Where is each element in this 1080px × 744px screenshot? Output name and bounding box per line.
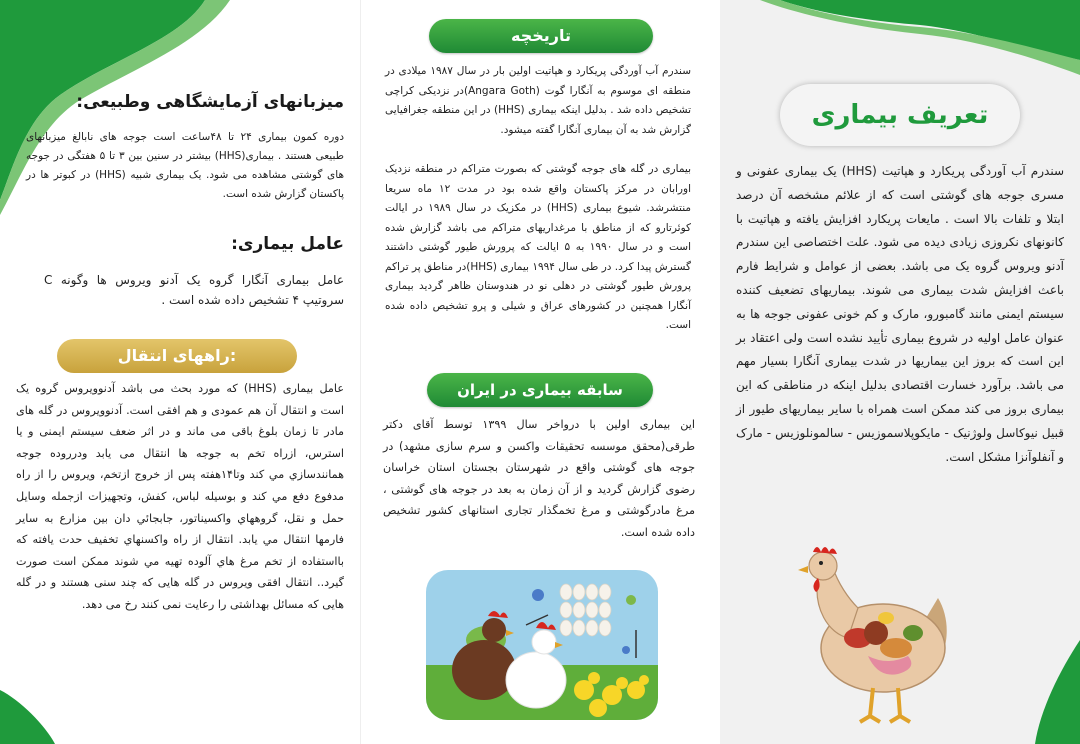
- hosts-paragraph: دوره کمون بیماری ۲۴ تا ۴۸ساعت است جوجه های نابالغ میزبانهای طبیعی هستند . بیماری(HHS) بیشتر در سنین بین ۳ تا ۵ هفتگی در جوجه های گوشتی مشاهده می شود. یک بیماری شبیه (HHS) در کبوتر ها در پاکستان گزارش شده است.: [26, 131, 345, 200]
- iran-history-paragraph: این بیماری اولین با درواخر سال ۱۳۹۹ توسط آقای دکتر طرقی(محقق موسسه تحقیقات واکسن و سرم سازی مشهد) در جوجه های گوشتی واقع در شهرستان بجستان استان خراسان رضوی گزارش گردید و از آن زمان به بعد در جوجه های گوشتی ، مرغ مادرگوشتی و مرغ تخمگذار تجاری استانهای کشور تشخیص داده شده است.: [383, 418, 695, 539]
- definition-heading-text: تعریف بیماری: [811, 100, 989, 130]
- agent-paragraph: عامل بیماری آنگارا گروه یک آدنو ویروس ها وگونه C سروتیپ ۴ تشخیص داده شده است .: [44, 273, 344, 307]
- definition-paragraph: سندرم آب آوردگی پریکارد و هپاتیت (HHS) یک بیماری عفونی و مسری جوجه های گوشتی است که از علائم مشخصه آن درصد ابتلا و تلفات بالا است . مایعات پریکارد افزایش یافته و هپاتیت با کانونهای نکروزی زیادی دیده می شود. علت اختصاصی این سندرم آدنو ویروس گروه یک می باشد. بعضی از عوامل و شرایط فارم باعث افزایش شدت بیماری می شوند. بیماریهای تضعیف کننده سیستم ایمنی مانند گامبورو، مارک و کم خونی عفونی جوجه ها به عنوان عامل اولیه در شروع بیماری تأیید نشده است ولی اعتقاد بر این است که بروز این بیماریها در شدت بیماری آنگارا بسیار مهم می باشد. برآورد خسارت اقتصادی بدلیل اینکه در مناطقی که این بیماری بروز می کند ممکن است همراه با سایر بیماریهای طیور از قبیل نیوکاسل ولوژنیک - مایکوپلاسموزیس - سالمونلوزیس - مارک و آنفلوآنزا مشکل است.: [736, 164, 1065, 464]
- left-panel: [0, 0, 360, 744]
- chickens-illustration: [426, 570, 658, 720]
- transmission-paragraph: عامل بیماری (HHS) که مورد بحث می باشد آدنوویروس گروه یک است و انتقال آن هم عمودی و هم افقی است. آدنوویروس در گله های مادر تا زمان بلوغ باقی می ماند و در اثر ضعف سیستم ایمنی و یا استرس، ازراه تخم به جوجه ها انتقال می یابد ودرروده جوجه همانندسازي مي كند وتا۱۴هفته پس از خروج ازتخم، ويروس را از راه مدفوع دفع مي كند و بوسيله لباس، كفش، وتجهيزات ازجمله وسايل حمل و نقل، گروههاي واكسيناتور، جابجائي دان بين مزارع به ساير فارمها انتقال مي يابد. انتقال از راه واكسنهاي تخفيف حدت يافته كه بااستفاده از تخم مرغ هاي آلوده تهيه مي شوند ممكن است صورت گيرد.. انتقال افقی ویروس در گله هایی که چند سنی هستند و در گله هایی که مسائل بهداشتی را رعایت نمی کنند رخ می دهد.: [16, 382, 344, 611]
- history-heading: تاریخچه: [429, 19, 653, 53]
- history-paragraph-1: سندرم آب آوردگی پریکارد و هپاتیت اولین بار در سال ۱۹۸۷ میلادی در منطقه ای موسوم به آنگارا گوت (Angara Goth)در نزدیکی کراچی تشخیص داده شد . بدلیل اینکه بیماری (HHS) در این منطقه جغرافیایی گزارش شد به آن بیماری آنگارا گفته میشود.: [385, 65, 692, 136]
- history-paragraph-2: بیماری در گله های جوجه گوشتی که بصورت متراکم در منطقه نزدیک اورابان در مرکز پاکستان واقع شده بود در مدت ۱۲ ماه سریعا منتشرشد. شیوع بیماری (HHS) در مکزیک در سال ۱۹۸۹ در ایالت کوئرتارو که از مناطق با مرغداریهای متراکم می باشد گزارش شده است و در سال ۱۹۹۰ به ۵ ایالت که پرورش طیور گوشتی داشتند گسترش پیدا کرد. در طی سال ۱۹۹۴ بیماری (HHS)در مناطق پر تراکم پرورش طیور گوشتی در دهلی نو در هندوستان ظاهر گردید بیماری آنگارا همچنین در کشورهای عراق و شیلی و پرو تشخیص داده شده است.: [385, 163, 691, 331]
- chicken-anatomy-illustration: [788, 538, 958, 728]
- agent-heading: عامل بیماری:: [231, 234, 344, 254]
- definition-heading: [780, 84, 1020, 146]
- hosts-heading: میزبانهای آزمایشگاهی وطبیعی:: [76, 92, 344, 112]
- iran-history-heading: سابقه بیماری در ایران: [427, 373, 653, 407]
- middle-panel: [360, 0, 721, 744]
- transmission-heading: راههای انتقال:: [57, 339, 297, 373]
- right-panel: [720, 0, 1080, 744]
